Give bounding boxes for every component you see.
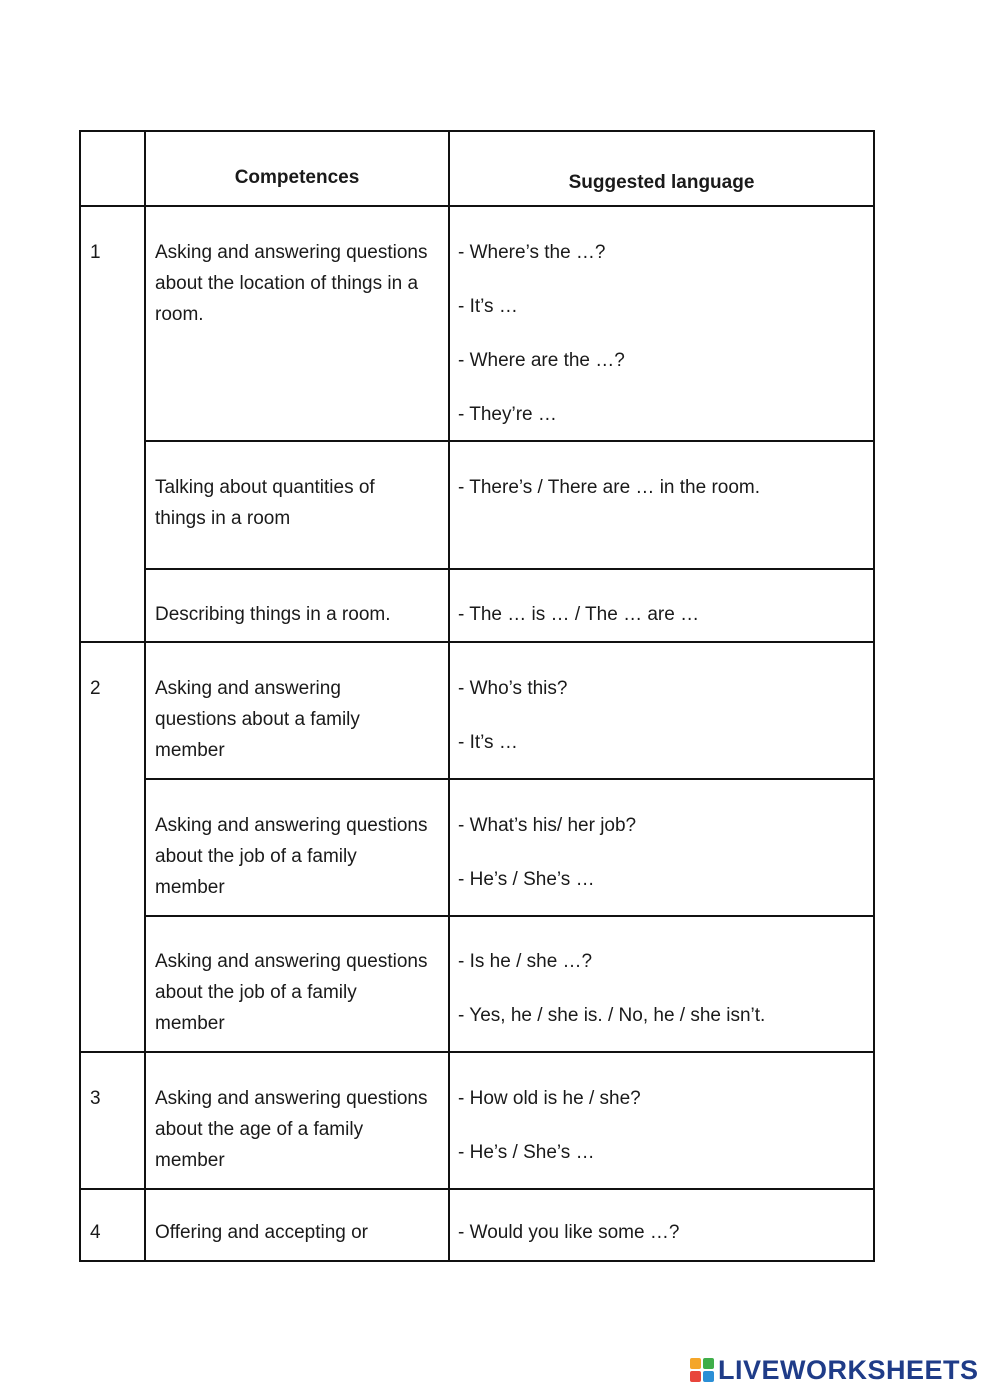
subrow-divider	[144, 568, 875, 570]
language-line: - Where’s the …?	[458, 242, 606, 263]
language-cell	[458, 237, 868, 453]
language-cell	[458, 599, 868, 653]
table-border-left	[79, 130, 81, 1262]
competence-cell: Asking and answering questions about the age of a family member	[155, 1088, 428, 1171]
language-cell	[458, 673, 868, 781]
row-number: 4	[90, 1222, 101, 1243]
header-suggested-language: Suggested language	[568, 172, 755, 193]
language-cell	[458, 810, 868, 918]
language-line: - Would you like some …?	[458, 1222, 680, 1243]
language-line: - Is he / she …?	[458, 951, 593, 972]
language-line: - Yes, he / she is. / No, he / she isn’t.	[458, 1005, 766, 1026]
competence-cell: Talking about quantities of things in a room	[155, 477, 375, 529]
competence-cell: Offering and accepting or	[155, 1222, 369, 1243]
table-border-top	[79, 130, 875, 132]
language-cell	[458, 1083, 868, 1191]
row-number: 1	[90, 242, 101, 263]
liveworksheets-logo-icon	[690, 1358, 714, 1382]
competence-cell: Asking and answering questions about a family member	[155, 678, 360, 761]
row-number: 2	[90, 678, 101, 699]
liveworksheets-wordmark: LIVEWORKSHEETS	[718, 1354, 979, 1385]
language-line: - He’s / She’s …	[458, 1142, 595, 1163]
competence-cell: Asking and answering questions about the job of a family member	[155, 815, 428, 898]
language-line: - It’s …	[458, 732, 518, 753]
language-line: - They’re …	[458, 404, 557, 425]
competence-cell: Describing things in a room.	[155, 604, 391, 625]
column-divider-2	[448, 130, 450, 1262]
language-cell	[458, 1217, 868, 1271]
language-line: - Who’s this?	[458, 678, 568, 699]
language-line: - The … is … / The … are …	[458, 604, 700, 625]
language-cell	[458, 946, 870, 1054]
row-number: 3	[90, 1088, 101, 1109]
column-divider-1	[144, 130, 146, 1262]
header-competences: Competences	[234, 167, 360, 188]
liveworksheets-logo	[690, 1350, 979, 1390]
language-line: - How old is he / she?	[458, 1088, 641, 1109]
competence-cell: Asking and answering questions about the location of things in a room.	[155, 242, 428, 325]
header-divider	[79, 205, 875, 207]
language-line: - He’s / She’s …	[458, 869, 595, 890]
language-line: - What’s his/ her job?	[458, 815, 637, 836]
competence-cell: Asking and answering questions about the job of a family member	[155, 951, 428, 1034]
language-cell	[458, 472, 868, 526]
language-line: - Where are the …?	[458, 350, 625, 371]
table-border-right	[873, 130, 875, 1262]
language-line: - It’s …	[458, 296, 518, 317]
language-line: - There’s / There are … in the room.	[458, 477, 761, 498]
